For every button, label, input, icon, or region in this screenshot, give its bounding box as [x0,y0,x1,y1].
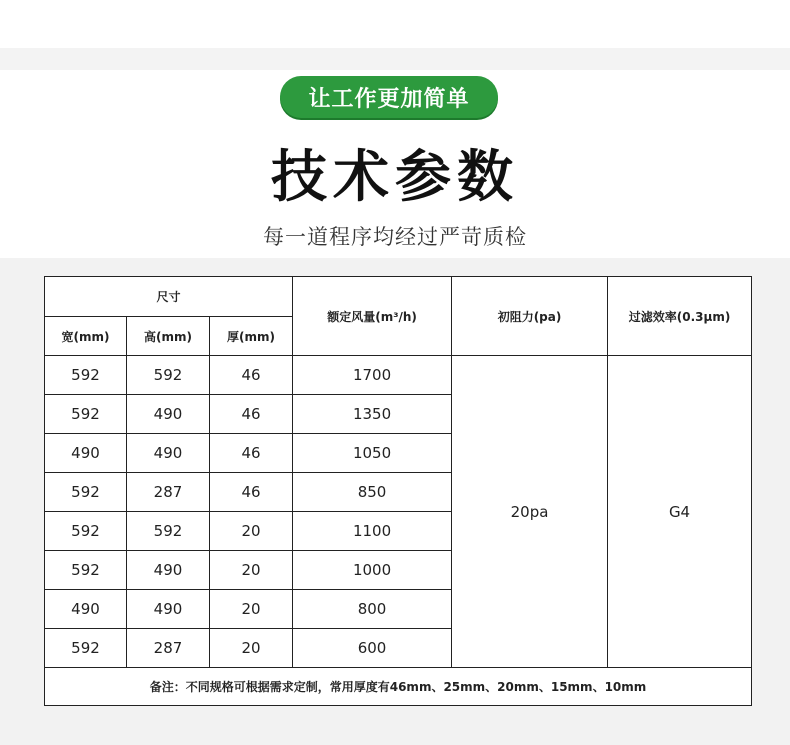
table-row [45,356,752,395]
height-cell: 490 [127,395,210,434]
width-cell: 490 [45,590,127,629]
thickness-cell: 46 [210,356,293,395]
airflow-cell: 1050 [293,434,452,473]
thickness-cell: 46 [210,434,293,473]
height-header: 高(mm) [127,317,210,356]
table-note: 备注：不同规格可根据需求定制，常用厚度有46mm、25mm、20mm、15mm、10mm [45,668,752,706]
efficiency-header: 过滤效率(0.3μm) [608,277,752,356]
airflow-header: 额定风量(m³/h) [293,277,452,356]
height-cell: 287 [127,629,210,668]
width-cell: 592 [45,551,127,590]
width-header: 宽(mm) [45,317,127,356]
height-cell: 490 [127,590,210,629]
page-subtitle: 每一道程序均经过严苛质检 [263,225,527,249]
thickness-cell: 20 [210,590,293,629]
width-cell: 592 [45,512,127,551]
height-cell: 490 [127,551,210,590]
height-cell: 490 [127,434,210,473]
top-band [0,48,790,70]
slogan-badge: 让工作更加简单 [280,76,498,118]
resistance-header: 初阻力(pa) [452,277,608,356]
spec-table [44,276,752,706]
width-cell: 592 [45,473,127,512]
page-title: 技术参数 [271,145,519,210]
thickness-cell: 20 [210,629,293,668]
airflow-cell: 1700 [293,356,452,395]
airflow-cell: 1000 [293,551,452,590]
airflow-cell: 850 [293,473,452,512]
size-header: 尺寸 [45,277,293,317]
width-cell: 592 [45,395,127,434]
height-cell: 592 [127,356,210,395]
efficiency-value: G4 [608,356,752,668]
thickness-cell: 20 [210,512,293,551]
airflow-cell: 600 [293,629,452,668]
thickness-header: 厚(mm) [210,317,293,356]
width-cell: 490 [45,434,127,473]
airflow-cell: 1350 [293,395,452,434]
airflow-cell: 800 [293,590,452,629]
height-cell: 287 [127,473,210,512]
width-cell: 592 [45,356,127,395]
resistance-value: 20pa [452,356,608,668]
width-cell: 592 [45,629,127,668]
thickness-cell: 46 [210,395,293,434]
thickness-cell: 20 [210,551,293,590]
airflow-cell: 1100 [293,512,452,551]
height-cell: 592 [127,512,210,551]
thickness-cell: 46 [210,473,293,512]
